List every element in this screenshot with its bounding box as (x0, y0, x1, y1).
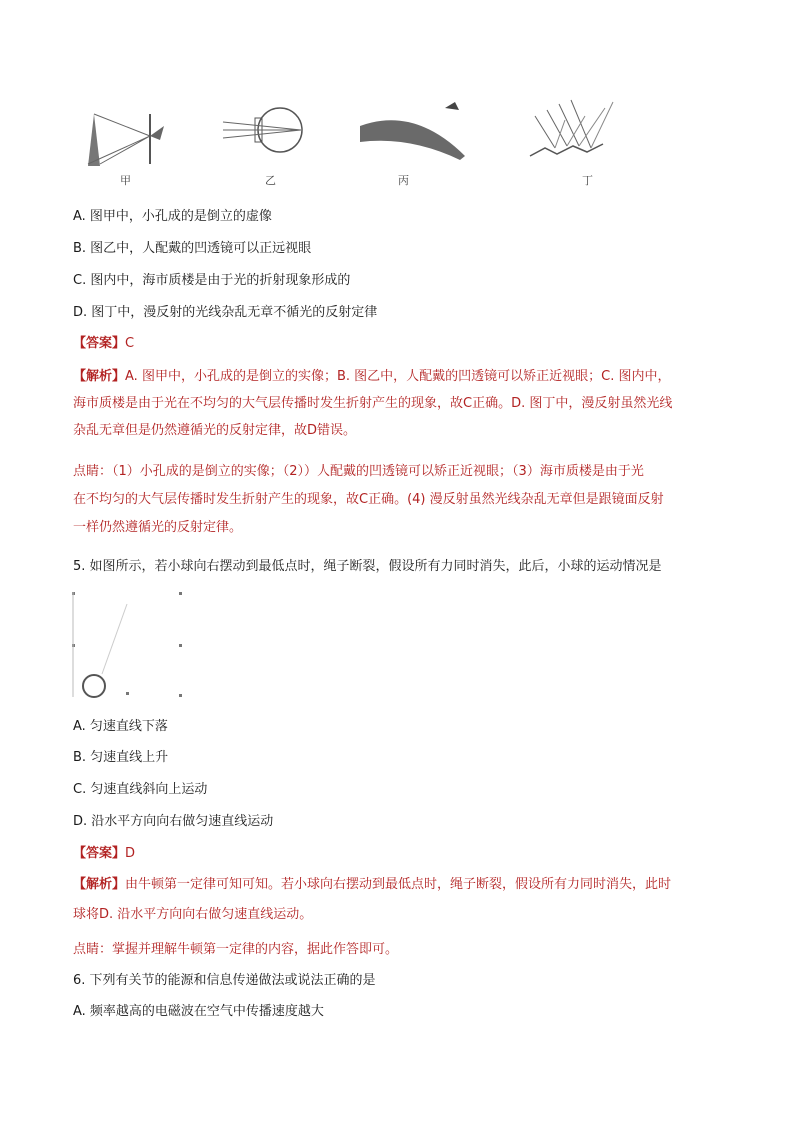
q4-option-a: A. 图甲中，小孔成的是倒立的虚像 (73, 209, 272, 224)
q4-option-b: B. 图乙中，人配戴的凹透镜可以正远视眼 (73, 241, 312, 256)
mirage-figure (355, 96, 475, 168)
q4-analysis-label: 【解析】 (73, 369, 126, 384)
q5-stem: 5. 如图所示，若小球向右摆动到最低点时，绳子断裂，假设所有力同时消失，此后，小球的运动情况是 (73, 559, 662, 574)
q4-answer (73, 333, 724, 355)
caption-yi: 乙 (265, 174, 276, 187)
q6-stem: 6. 下列有关节的能源和信息传递做法或说法正确的是 (73, 973, 376, 988)
q5-option-c: C. 匀速直线斜向上运动 (73, 782, 208, 797)
q6-option-a: A. 频率越高的电磁波在空气中传播速度越大 (73, 1004, 324, 1019)
pinhole-figure (80, 96, 170, 168)
q5-tip: 点睛：掌握并理解牛顿第一定律的内容，据此作答即可。 (73, 942, 399, 957)
q4-tip-line-1: 点睛：（1）小孔成的是倒立的实像；（2））人配戴的凹透镜可以矫正近视眼；（3）海市质楼是由于光 (73, 464, 644, 479)
eye-lens-figure (215, 96, 325, 168)
q4-tip-line-3: 一样仍然遵循光的反射定律。 (73, 520, 243, 535)
q4-analysis-line-3: 杂乱无章但是仍然遵循光的反射定律，故D错误。 (73, 423, 357, 438)
q5-analysis-text-1: 由牛顿第一定律可知可知。若小球向右摆动到最低点时，绳子断裂，假设所有力同时消失，此时 (125, 877, 672, 892)
q4-option-c: C. 图内中，海市质楼是由于光的折射现象形成的 (73, 273, 351, 288)
q5-analysis-label: 【解析】 (73, 877, 126, 892)
caption-jia: 甲 (120, 174, 131, 187)
q4-figures (70, 96, 710, 188)
caption-bing: 丙 (398, 174, 409, 187)
q4-analysis-text-1: A. 图甲中，小孔成的是倒立的实像；B. 图乙中，人配戴的凹透镜可以矫正近视眼；C. 图内中， (125, 369, 671, 384)
q4-analysis-line-1 (73, 366, 724, 388)
q5-option-b: B. 匀速直线上升 (73, 750, 169, 765)
q4-analysis-line-2: 海市质楼是由于光在不均匀的大气层传播时发生折射产生的现象，故C正确。D. 图丁中，漫反射虽然光线 (73, 396, 673, 411)
q5-analysis-line-2: 球将D. 沿水平方向向右做匀速直线运动。 (73, 907, 313, 922)
q4-answer-label: 【答案】 (73, 336, 126, 351)
q4-option-d: D. 图丁中，漫反射的光线杂乱无章不循光的反射定律 (73, 305, 378, 320)
q5-answer-value: D (125, 846, 136, 861)
q5-analysis-line-1 (73, 874, 724, 896)
q5-option-a: A. 匀速直线下落 (73, 719, 168, 734)
caption-ding: 丁 (582, 174, 593, 187)
q4-tip-line-2: 在不均匀的大气层传播时发生折射产生的现象，故C正确。(4) 漫反射虽然光线杂乱无章但是跟镜面反射 (73, 492, 664, 507)
q5-option-d: D. 沿水平方向向右做匀速直线运动 (73, 814, 274, 829)
pendulum-figure (72, 592, 184, 700)
diffuse-reflection-figure (525, 96, 625, 168)
q5-answer (73, 843, 724, 865)
q5-answer-label: 【答案】 (73, 846, 126, 861)
q4-answer-value: C (125, 336, 135, 351)
